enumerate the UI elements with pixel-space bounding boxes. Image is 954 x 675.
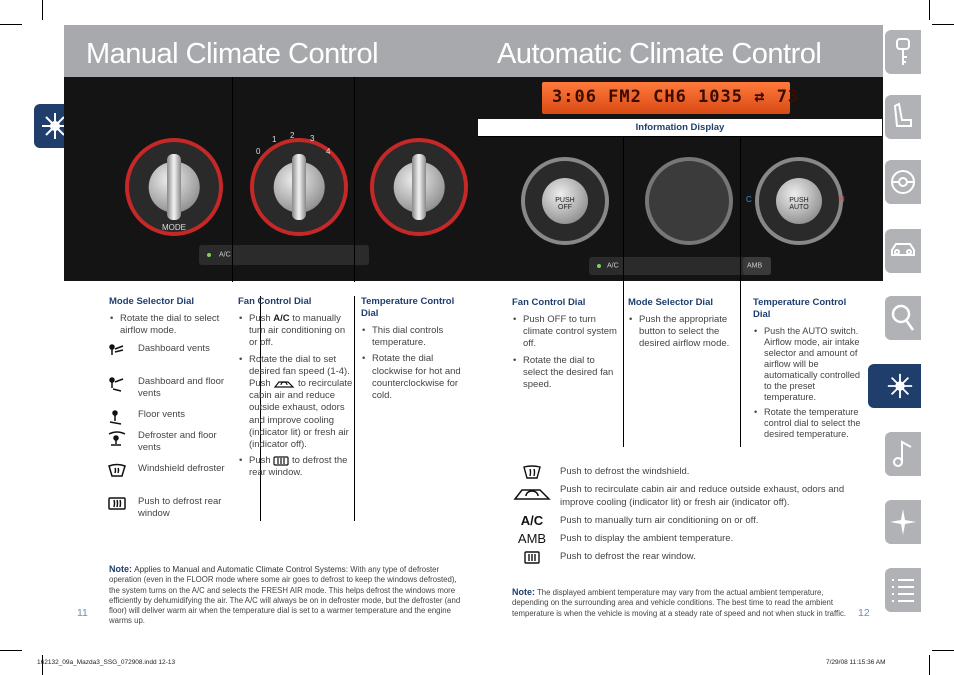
fan-bullet-ac: • Push A/C to manually turn air conditioning on or off. [238, 313, 353, 350]
left-note-label: Note: [109, 564, 132, 574]
key-icon [891, 37, 915, 67]
auto-fan-control-heading: Fan Control Dial [512, 297, 586, 308]
side-tab-index[interactable] [885, 568, 921, 612]
fan-control-column [238, 296, 353, 484]
manual-button-strip [199, 245, 369, 265]
callout-line-auto-mode [740, 137, 741, 447]
steering-wheel-icon [890, 169, 916, 195]
temp-bullet-2: • Rotate the dial clockwise for hot and counterclockwise for cold. [361, 353, 473, 402]
information-display-lcd: 3:06 FM2 CH6 1035 ⇄ 73 [542, 82, 790, 114]
dashboard-floor-vents-icon [107, 376, 127, 392]
fan-tick-0: 0 [256, 147, 261, 156]
auto-mode-selector [639, 151, 739, 251]
right-note-label: Note: [512, 587, 535, 597]
fan-tick-1: 1 [272, 135, 277, 144]
manual-climate-panel-photo [64, 77, 477, 281]
side-tab-seat[interactable] [885, 95, 921, 139]
page-title-manual: Manual Climate Control [86, 38, 379, 70]
auto-mode-bullet: • Push the appropriate button to select the desired airflow mode. [628, 314, 738, 351]
rear-defrost-icon [273, 456, 289, 466]
rear-window-defrost-icon [107, 496, 127, 512]
mode-selector-bullet: • Rotate the dial to select airflow mode. [109, 313, 231, 337]
fan-control-dial [244, 132, 354, 242]
left-header-band [64, 25, 477, 77]
fan-tick-3: 3 [310, 134, 315, 143]
compass-star-icon [889, 508, 917, 536]
recirculate-icon [273, 379, 295, 389]
dashboard-vents-icon [107, 343, 127, 359]
crop-mark [932, 650, 954, 651]
auto-fan-bullet-2: • Rotate the dial to select the desired fan speed. [512, 355, 620, 392]
left-note-text: With any type of defroster operation (even in the FLOOR mode where some air goes to defrost to keep the windows defrosted), the system turns on the A/C and selects the FRESH AIR mode. This helps defrost the windows more efficiently by dehumidifying the air. The A/C will always be on in defroster mode, but the defroster (and floor) will deliver warm air when the temperature dial is set to a warmer temperature and the engine warms up. [109, 565, 461, 626]
mode-selector-heading: Mode Selector Dial [109, 296, 194, 307]
crop-mark [42, 0, 43, 20]
side-tab-music[interactable] [885, 432, 921, 476]
crop-mark [929, 655, 930, 675]
page-number-right: 12 [858, 607, 870, 619]
list-icon [890, 576, 916, 604]
fan-control-heading: Fan Control Dial [238, 296, 312, 307]
auto-mode-selector-column [628, 297, 738, 355]
windshield-defroster-icon [107, 463, 127, 479]
temperature-control-heading: Temperature Control Dial [361, 296, 455, 319]
push-off-label: PUSH OFF [555, 197, 575, 211]
callout-line-fan [354, 77, 355, 282]
side-tab-search[interactable] [885, 296, 921, 340]
information-display-label: Information Display [478, 119, 882, 137]
crop-mark [0, 24, 22, 25]
ac-button-label: A/C [219, 251, 231, 259]
fan-tick-4: 4 [326, 147, 331, 156]
amb-text-icon: AMB [517, 531, 547, 546]
mode-label: MODE [162, 223, 186, 232]
floor-vents-icon [107, 409, 127, 425]
callout-line-mode [232, 77, 233, 282]
auto-temperature-heading: Temperature Control Dial [753, 297, 847, 320]
right-note [512, 587, 847, 619]
auto-fan-bullet-1: • Push OFF to turn climate control system off. [512, 314, 620, 351]
crop-mark [932, 24, 954, 25]
hot-label: H [839, 195, 845, 204]
car-front-icon [889, 239, 917, 263]
magnifier-icon [890, 303, 916, 333]
side-tab-car[interactable] [885, 229, 921, 273]
fan-bullet-speed: • Rotate the dial to set desired fan speed (1-4). Push to recirculate cabin air and reduce outside exhaust, odors and improve cooling (indicator lit) or fresh air (indicator off). [238, 354, 353, 452]
cold-label: C [746, 195, 752, 204]
side-tab-climate[interactable] [868, 364, 921, 408]
amb-button [743, 257, 771, 275]
auto-mode-selector-heading: Mode Selector Dial [628, 297, 713, 308]
fan-bullet-rear-defrost: • Push to defrost the rear window. [238, 455, 353, 479]
side-tab-steering[interactable] [885, 160, 921, 204]
auto-fan-control-column [512, 297, 620, 395]
crop-mark [0, 650, 22, 651]
right-note-text: The displayed ambient temperature may vary from the actual ambient temperature, depending on the surrounding area and vehicle conditions. The best time to read the ambient temperature is when the vehicle is moving at a steady rate of speed and not when stuck in traffic. [512, 588, 847, 618]
temperature-control-dial [364, 132, 474, 242]
recirculate-icon [512, 485, 552, 501]
auto-temperature-column [753, 297, 863, 444]
page-number-left: 11 [77, 607, 88, 619]
auto-temp-bullet-1: • Push the AUTO switch. Airflow mode, air intake selector and amount of airflow will be automatically controlled to the preset temperature. [753, 326, 863, 403]
right-header-band [477, 25, 883, 77]
callout-line-auto-fan [623, 137, 624, 447]
auto-ac-label: A/C [607, 262, 619, 270]
ac-text-icon: A/C [520, 513, 544, 528]
defroster-floor-vents-icon [107, 430, 127, 446]
page-title-automatic: Automatic Climate Control [497, 38, 822, 70]
music-note-icon [891, 439, 915, 469]
seat-icon [891, 102, 915, 132]
temperature-control-column [361, 296, 473, 406]
left-note [109, 564, 463, 627]
callout-line-temp-column [354, 296, 355, 521]
temp-bullet-1: • This dial controls temperature. [361, 325, 473, 349]
mode-selector-column [109, 296, 231, 341]
auto-temp-bullet-2: • Rotate the temperature control dial to select the desired temperature. [753, 407, 863, 440]
slug-filename: 162132_09a_Mazda3_SSG_072908.indd 12-13 [37, 659, 176, 666]
side-tab-key[interactable] [885, 30, 921, 74]
push-auto-label: PUSH AUTO [789, 197, 809, 211]
fan-tick-2: 2 [290, 131, 295, 140]
amb-label: AMB [747, 262, 763, 270]
left-note-lead: Applies to Manual and Automatic Climate Control Systems: [134, 565, 349, 574]
climate-snowflake-icon [886, 372, 914, 400]
windshield-defrost-icon [512, 465, 552, 481]
slug-timestamp: 7/29/08 11:15:36 AM [826, 659, 886, 666]
rear-defrost-icon [512, 550, 552, 566]
side-tab-compass[interactable] [885, 500, 921, 544]
crop-mark [929, 0, 930, 20]
